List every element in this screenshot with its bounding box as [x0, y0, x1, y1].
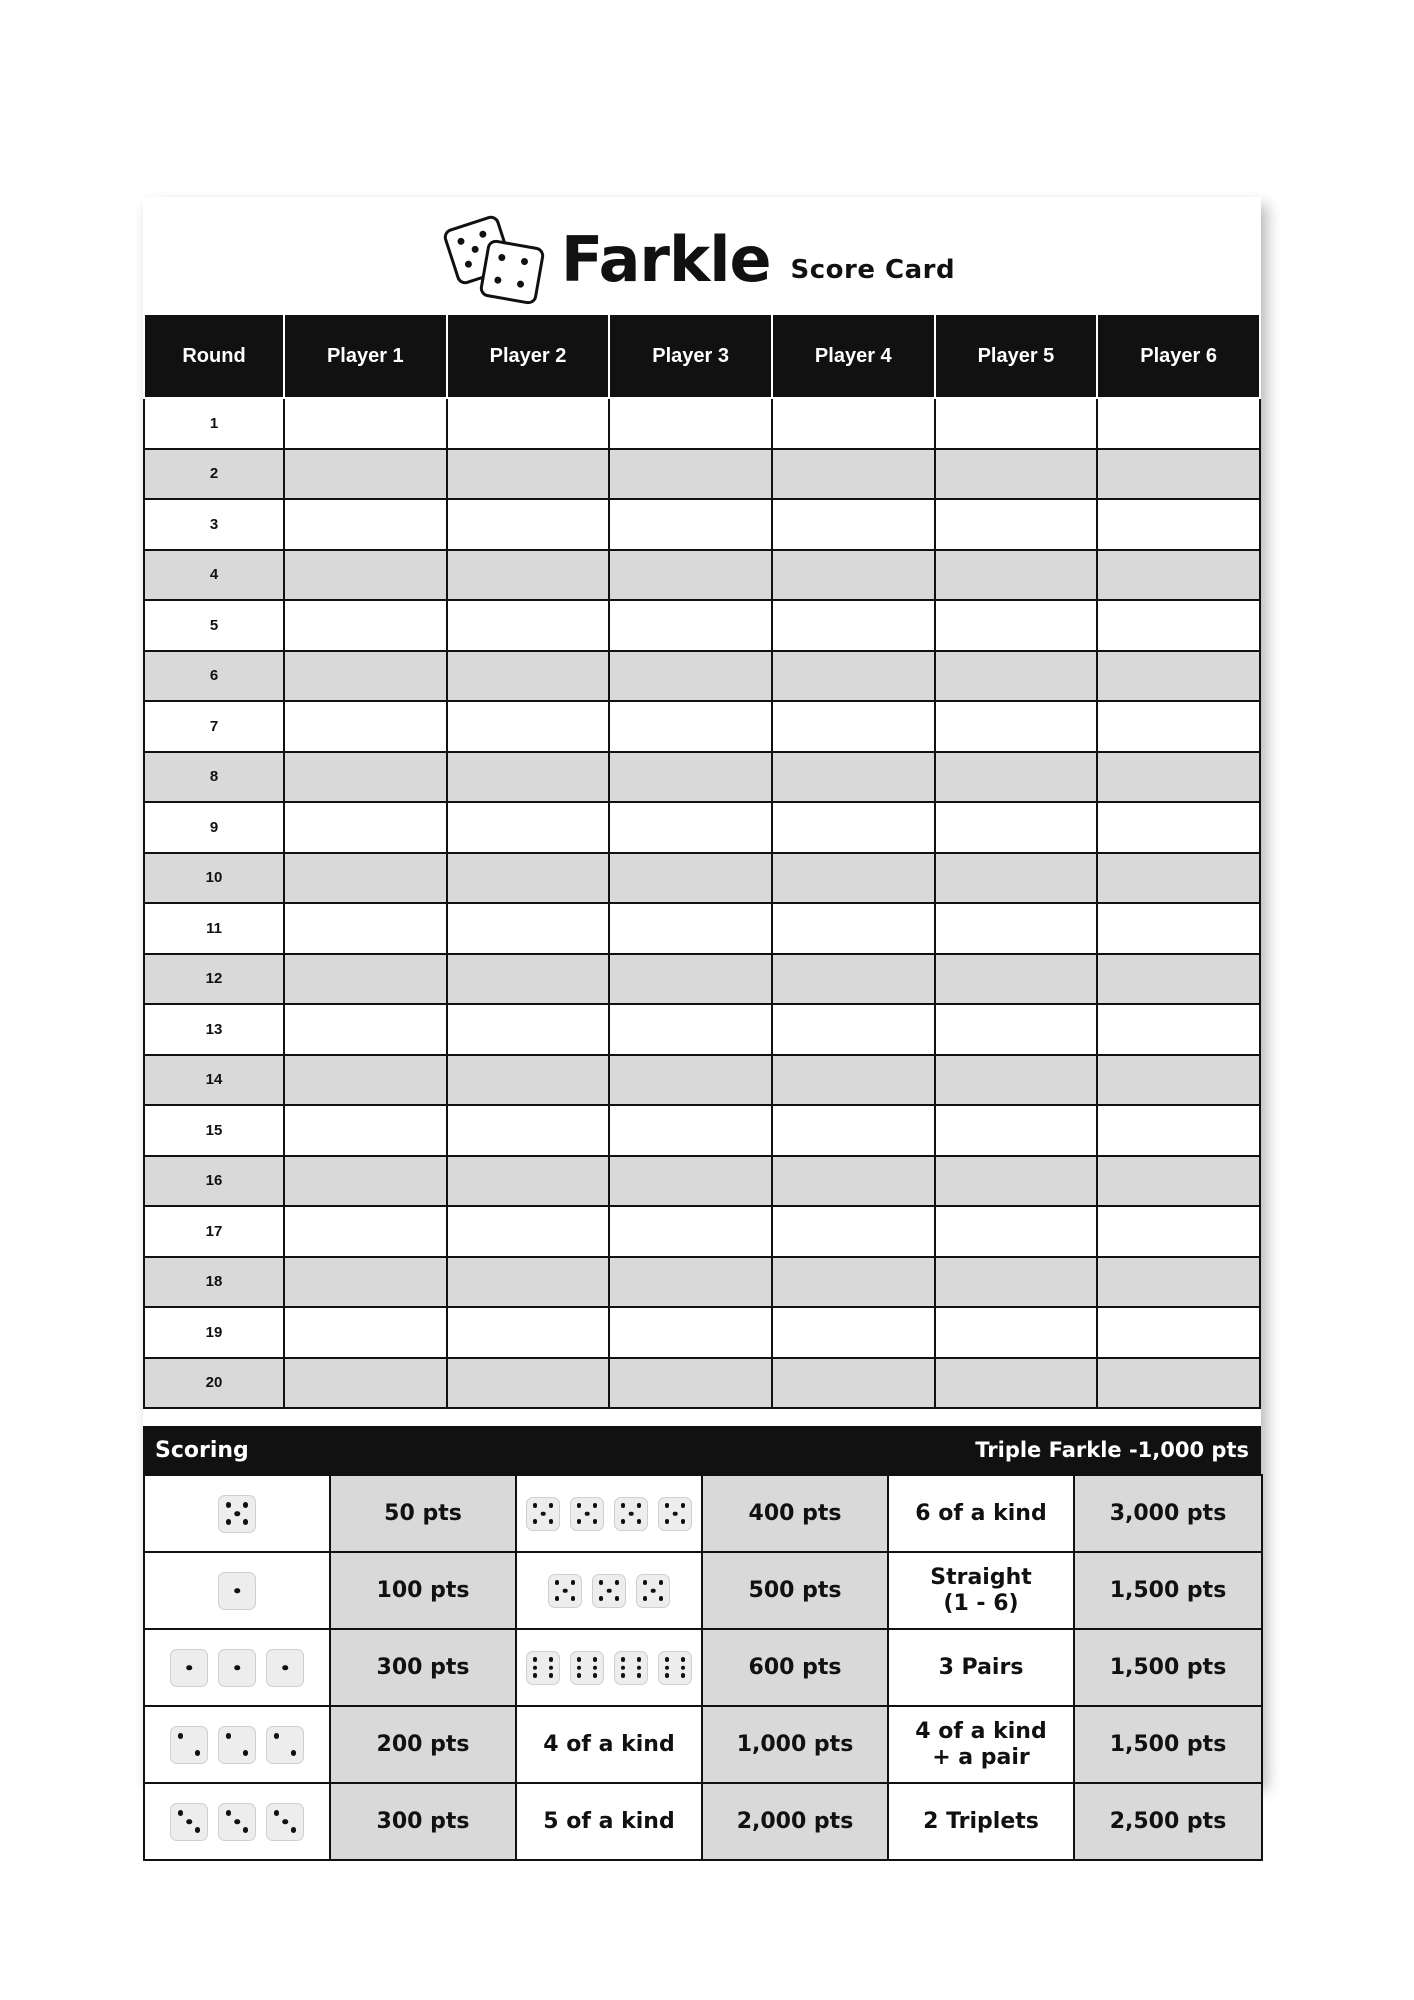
column-header-player-5: Player 5: [935, 315, 1098, 398]
scoring-points-3000: 3,000 pts: [1074, 1475, 1262, 1552]
score-cell-p1[interactable]: [284, 903, 447, 954]
score-cell-p6[interactable]: [1097, 954, 1260, 1005]
scoring-header-bar: [143, 1426, 1261, 1474]
score-cell-p5[interactable]: [935, 701, 1098, 752]
table-row: [144, 1358, 1260, 1409]
score-cell-p2[interactable]: [447, 398, 610, 449]
score-cell-p6[interactable]: [1097, 701, 1260, 752]
score-cell-p5[interactable]: [935, 1257, 1098, 1308]
score-cell-p5[interactable]: [935, 853, 1098, 904]
score-cell-p1[interactable]: [284, 1105, 447, 1156]
table-row: [144, 1257, 1260, 1308]
score-cell-p4[interactable]: [772, 499, 935, 550]
score-card-sheet: [143, 197, 1261, 1834]
round-number: 3: [144, 499, 284, 550]
score-cell-p2[interactable]: [447, 1156, 610, 1207]
dice-illustration-four-ones: [516, 1475, 702, 1552]
score-cell-p5[interactable]: [935, 651, 1098, 702]
score-cell-p6[interactable]: [1097, 550, 1260, 601]
score-cell-p1[interactable]: [284, 600, 447, 651]
score-cell-p2[interactable]: [447, 701, 610, 752]
scoring-points-2000: 2,000 pts: [702, 1783, 888, 1860]
table-row: [144, 550, 1260, 601]
score-cell-p2[interactable]: [447, 1257, 610, 1308]
score-cell-p1[interactable]: [284, 853, 447, 904]
score-cell-p3[interactable]: [609, 1004, 772, 1055]
die-face-5: [614, 1497, 648, 1531]
scoring-points-1000: 1,000 pts: [702, 1706, 888, 1783]
dice-illustration-three-twos: [144, 1706, 330, 1783]
score-cell-p2[interactable]: [447, 600, 610, 651]
score-cell-p4[interactable]: [772, 802, 935, 853]
scoring-row: [144, 1475, 1262, 1552]
score-cell-p1[interactable]: [284, 701, 447, 752]
score-cell-p4[interactable]: [772, 954, 935, 1005]
scoring-label-5-of-a-kind: 5 of a kind: [516, 1783, 702, 1860]
score-cell-p2[interactable]: [447, 449, 610, 500]
die-face-3: [218, 1803, 256, 1841]
table-row: [144, 1105, 1260, 1156]
scoring-points-400: 400 pts: [702, 1475, 888, 1552]
score-cell-p2[interactable]: [447, 853, 610, 904]
scoring-label-4-of-a-kind-plus-pair: [888, 1706, 1074, 1783]
score-cell-p3[interactable]: [609, 701, 772, 752]
die-face-1: [218, 1572, 256, 1610]
scoring-points-2500: 2,500 pts: [1074, 1783, 1262, 1860]
scoring-label-4kp-line2: + a pair: [932, 1744, 1030, 1770]
die-face-5: [636, 1574, 670, 1608]
scoring-points-300-ones: 300 pts: [330, 1629, 516, 1706]
die-face-1: [170, 1649, 208, 1687]
score-cell-p6[interactable]: [1097, 600, 1260, 651]
score-cell-p4[interactable]: [772, 550, 935, 601]
title-score-card: Score Card: [790, 255, 956, 285]
round-number: 5: [144, 600, 284, 651]
score-cell-p4[interactable]: [772, 449, 935, 500]
score-cell-p3[interactable]: [609, 903, 772, 954]
score-cell-p1[interactable]: [284, 550, 447, 601]
scoring-points-500: 500 pts: [702, 1552, 888, 1629]
round-number: 7: [144, 701, 284, 752]
score-cell-p6[interactable]: [1097, 1358, 1260, 1409]
score-cell-p4[interactable]: [772, 1004, 935, 1055]
score-cell-p5[interactable]: [935, 398, 1098, 449]
round-number: 14: [144, 1055, 284, 1106]
score-cell-p2[interactable]: [447, 499, 610, 550]
score-cell-p4[interactable]: [772, 853, 935, 904]
die-face-6: [526, 1651, 560, 1685]
scoring-points-50: 50 pts: [330, 1475, 516, 1552]
score-cell-p1[interactable]: [284, 752, 447, 803]
score-table: [143, 315, 1261, 1409]
column-header-player-2: Player 2: [447, 315, 610, 398]
score-cell-p1[interactable]: [284, 1206, 447, 1257]
score-cell-p1[interactable]: [284, 1257, 447, 1308]
table-row: [144, 1206, 1260, 1257]
die-face-3: [266, 1803, 304, 1841]
score-cell-p1[interactable]: [284, 398, 447, 449]
round-number: 19: [144, 1307, 284, 1358]
round-number: 17: [144, 1206, 284, 1257]
scoring-row: [144, 1552, 1262, 1629]
table-row: [144, 398, 1260, 449]
score-cell-p1[interactable]: [284, 1156, 447, 1207]
die-face-1: [218, 1649, 256, 1687]
die-face-6: [658, 1651, 692, 1685]
score-cell-p4[interactable]: [772, 1257, 935, 1308]
column-header-player-1: Player 1: [284, 315, 447, 398]
score-cell-p1[interactable]: [284, 1358, 447, 1409]
round-number: 9: [144, 802, 284, 853]
round-number: 1: [144, 398, 284, 449]
die-face-5: [526, 1497, 560, 1531]
score-cell-p4[interactable]: [772, 1358, 935, 1409]
scoring-row: [144, 1783, 1262, 1860]
score-cell-p4[interactable]: [772, 701, 935, 752]
die-face-5: [570, 1497, 604, 1531]
dice-illustration-three-ones: [144, 1629, 330, 1706]
column-header-player-4: Player 4: [772, 315, 935, 398]
score-cell-p6[interactable]: [1097, 398, 1260, 449]
scoring-heading: Scoring: [155, 1437, 249, 1463]
scoring-label-3-pairs: 3 Pairs: [888, 1629, 1074, 1706]
score-cell-p2[interactable]: [447, 1055, 610, 1106]
score-cell-p3[interactable]: [609, 398, 772, 449]
dice-illustration-single-five: [144, 1475, 330, 1552]
score-cell-p5[interactable]: [935, 1055, 1098, 1106]
column-header-round: Round: [144, 315, 284, 398]
score-cell-p5[interactable]: [935, 802, 1098, 853]
score-cell-p6[interactable]: [1097, 651, 1260, 702]
score-cell-p5[interactable]: [935, 550, 1098, 601]
scoring-label-4kp-line1: 4 of a kind: [915, 1719, 1047, 1745]
scoring-row: [144, 1706, 1262, 1783]
scoring-points-1500-straight: 1,500 pts: [1074, 1552, 1262, 1629]
score-cell-p6[interactable]: [1097, 499, 1260, 550]
score-cell-p6[interactable]: [1097, 1257, 1260, 1308]
die-face-5: [548, 1574, 582, 1608]
score-cell-p5[interactable]: [935, 903, 1098, 954]
score-cell-p5[interactable]: [935, 1206, 1098, 1257]
score-table-header-row: [144, 315, 1260, 398]
die-face-6: [614, 1651, 648, 1685]
score-cell-p6[interactable]: [1097, 1307, 1260, 1358]
score-cell-p3[interactable]: [609, 600, 772, 651]
score-cell-p6[interactable]: [1097, 449, 1260, 500]
round-number: 20: [144, 1358, 284, 1409]
dice-illustration-four-sixes: [516, 1629, 702, 1706]
scoring-label-6-of-a-kind: 6 of a kind: [888, 1475, 1074, 1552]
score-cell-p1[interactable]: [284, 802, 447, 853]
score-cell-p3[interactable]: [609, 752, 772, 803]
die-face-5: [592, 1574, 626, 1608]
die-face-2: [266, 1726, 304, 1764]
scoring-label-straight: [888, 1552, 1074, 1629]
page-title: [143, 197, 1261, 315]
table-row: [144, 903, 1260, 954]
score-cell-p6[interactable]: [1097, 802, 1260, 853]
score-cell-p2[interactable]: [447, 1358, 610, 1409]
score-cell-p3[interactable]: [609, 550, 772, 601]
round-number: 6: [144, 651, 284, 702]
score-cell-p3[interactable]: [609, 1156, 772, 1207]
score-cell-p3[interactable]: [609, 853, 772, 904]
score-cell-p1[interactable]: [284, 954, 447, 1005]
score-cell-p2[interactable]: [447, 903, 610, 954]
score-cell-p4[interactable]: [772, 398, 935, 449]
table-row: [144, 651, 1260, 702]
score-cell-p4[interactable]: [772, 1307, 935, 1358]
table-row: [144, 853, 1260, 904]
score-cell-p1[interactable]: [284, 499, 447, 550]
dice-illustration-three-threes: [144, 1783, 330, 1860]
score-cell-p3[interactable]: [609, 1358, 772, 1409]
scoring-label-2-triplets: 2 Triplets: [888, 1783, 1074, 1860]
score-cell-p3[interactable]: [609, 1206, 772, 1257]
score-cell-p1[interactable]: [284, 1004, 447, 1055]
table-row: [144, 1156, 1260, 1207]
score-cell-p2[interactable]: [447, 1004, 610, 1055]
score-cell-p4[interactable]: [772, 651, 935, 702]
score-cell-p3[interactable]: [609, 1307, 772, 1358]
score-cell-p1[interactable]: [284, 1307, 447, 1358]
score-cell-p3[interactable]: [609, 802, 772, 853]
score-cell-p4[interactable]: [772, 1156, 935, 1207]
score-cell-p3[interactable]: [609, 499, 772, 550]
round-number: 4: [144, 550, 284, 601]
score-cell-p3[interactable]: [609, 1105, 772, 1156]
scoring-points-1500-4kp: 1,500 pts: [1074, 1706, 1262, 1783]
score-cell-p2[interactable]: [447, 1105, 610, 1156]
scoring-label-straight-line2: (1 - 6): [943, 1590, 1019, 1616]
score-cell-p4[interactable]: [772, 1055, 935, 1106]
round-number: 15: [144, 1105, 284, 1156]
score-cell-p5[interactable]: [935, 499, 1098, 550]
score-cell-p2[interactable]: [447, 550, 610, 601]
scoring-label-4-of-a-kind: 4 of a kind: [516, 1706, 702, 1783]
score-cell-p5[interactable]: [935, 1156, 1098, 1207]
score-cell-p2[interactable]: [447, 1206, 610, 1257]
table-row: [144, 752, 1260, 803]
scoring-label-straight-line1: Straight: [930, 1565, 1032, 1591]
score-cell-p6[interactable]: [1097, 1156, 1260, 1207]
scoring-points-300-threes: 300 pts: [330, 1783, 516, 1860]
score-cell-p2[interactable]: [447, 954, 610, 1005]
table-row: [144, 1004, 1260, 1055]
dice-logo-icon: [449, 215, 545, 305]
score-cell-p1[interactable]: [284, 449, 447, 500]
score-cell-p3[interactable]: [609, 954, 772, 1005]
title-farkle: Farkle: [560, 223, 771, 296]
die-face-2: [218, 1726, 256, 1764]
die-face-6: [570, 1651, 604, 1685]
score-cell-p5[interactable]: [935, 752, 1098, 803]
round-number: 2: [144, 449, 284, 500]
score-cell-p3[interactable]: [609, 1257, 772, 1308]
score-cell-p4[interactable]: [772, 1206, 935, 1257]
table-row: [144, 954, 1260, 1005]
die-face-1: [266, 1649, 304, 1687]
score-cell-p5[interactable]: [935, 1004, 1098, 1055]
round-number: 12: [144, 954, 284, 1005]
die-face-2: [170, 1726, 208, 1764]
round-number: 11: [144, 903, 284, 954]
score-cell-p5[interactable]: [935, 449, 1098, 500]
score-cell-p2[interactable]: [447, 651, 610, 702]
score-cell-p6[interactable]: [1097, 1206, 1260, 1257]
table-row: [144, 1055, 1260, 1106]
score-cell-p1[interactable]: [284, 1055, 447, 1106]
table-row: [144, 499, 1260, 550]
dice-illustration-three-fives: [516, 1552, 702, 1629]
score-cell-p2[interactable]: [447, 1307, 610, 1358]
score-cell-p4[interactable]: [772, 903, 935, 954]
score-cell-p3[interactable]: [609, 449, 772, 500]
score-cell-p3[interactable]: [609, 651, 772, 702]
table-row: [144, 701, 1260, 752]
scoring-points-100: 100 pts: [330, 1552, 516, 1629]
round-number: 13: [144, 1004, 284, 1055]
score-cell-p6[interactable]: [1097, 752, 1260, 803]
scoring-row: [144, 1629, 1262, 1706]
score-cell-p6[interactable]: [1097, 853, 1260, 904]
score-cell-p6[interactable]: [1097, 1105, 1260, 1156]
die-face-5: [218, 1495, 256, 1533]
table-row: [144, 449, 1260, 500]
scoring-points-600: 600 pts: [702, 1629, 888, 1706]
round-number: 16: [144, 1156, 284, 1207]
round-number: 10: [144, 853, 284, 904]
score-cell-p1[interactable]: [284, 651, 447, 702]
score-cell-p5[interactable]: [935, 1358, 1098, 1409]
score-cell-p5[interactable]: [935, 1307, 1098, 1358]
scoring-table: [143, 1474, 1263, 1861]
scoring-points-1500-pairs: 1,500 pts: [1074, 1629, 1262, 1706]
score-cell-p4[interactable]: [772, 1105, 935, 1156]
score-cell-p5[interactable]: [935, 954, 1098, 1005]
table-row: [144, 802, 1260, 853]
score-cell-p6[interactable]: [1097, 1055, 1260, 1106]
score-cell-p6[interactable]: [1097, 903, 1260, 954]
column-header-player-3: Player 3: [609, 315, 772, 398]
score-cell-p6[interactable]: [1097, 1004, 1260, 1055]
die-face-3: [170, 1803, 208, 1841]
score-cell-p5[interactable]: [935, 1105, 1098, 1156]
table-row: [144, 600, 1260, 651]
scoring-points-200: 200 pts: [330, 1706, 516, 1783]
score-cell-p5[interactable]: [935, 600, 1098, 651]
die-face-5: [658, 1497, 692, 1531]
round-number: 18: [144, 1257, 284, 1308]
score-cell-p3[interactable]: [609, 1055, 772, 1106]
scoring-section: [143, 1426, 1261, 1861]
score-cell-p2[interactable]: [447, 802, 610, 853]
score-cell-p4[interactable]: [772, 600, 935, 651]
triple-farkle-note: Triple Farkle -1,000 pts: [975, 1438, 1249, 1462]
table-row: [144, 1307, 1260, 1358]
column-header-player-6: Player 6: [1097, 315, 1260, 398]
round-number: 8: [144, 752, 284, 803]
score-cell-p2[interactable]: [447, 752, 610, 803]
score-cell-p4[interactable]: [772, 752, 935, 803]
dice-illustration-single-one: [144, 1552, 330, 1629]
